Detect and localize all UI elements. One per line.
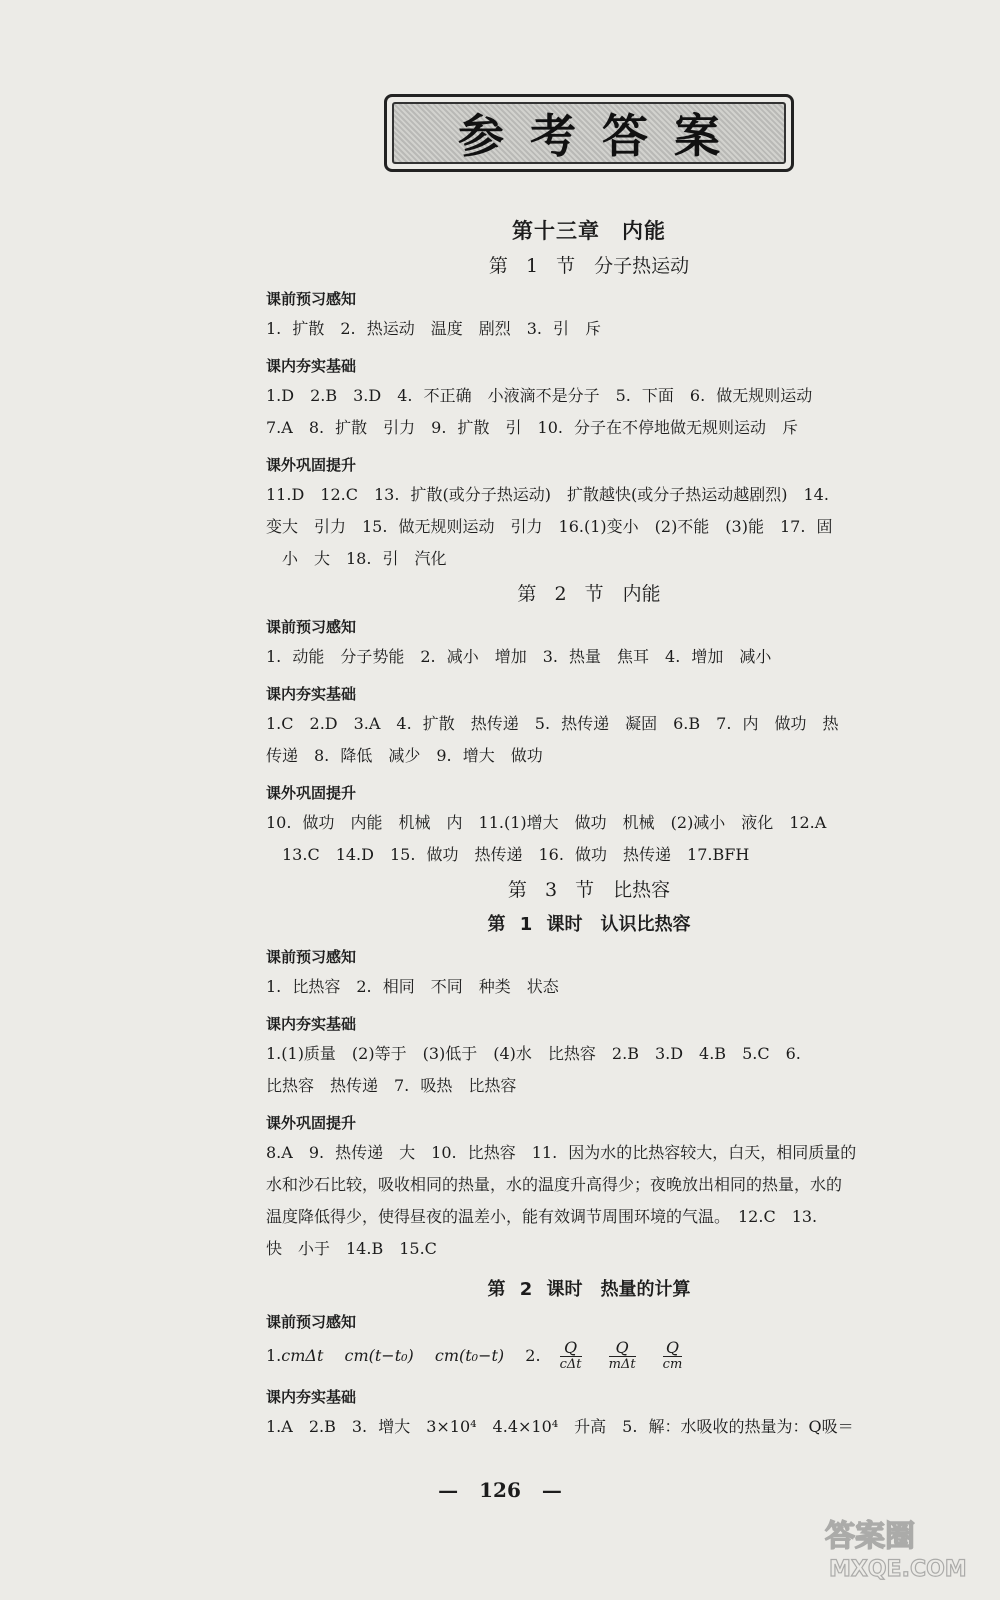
section-2-answer-line: 传递 8. 降低 减少 9. 增大 做功 (266, 746, 543, 765)
watermark-logo (815, 1510, 980, 1582)
lesson-1-sub-0: 课前预习感知 (266, 948, 357, 966)
chapter-title: 第十三章 内能 (512, 219, 666, 243)
watermark-text: 答案圈 (825, 1519, 915, 1554)
section-1-answer-line: 1.D 2.B 3.D 4. 不正确 小液滴不是分子 5. 下面 6. 做无规则运动 (266, 386, 813, 405)
section-2-sub-0: 课前预习感知 (266, 618, 357, 636)
answer-key-banner (384, 94, 794, 172)
lesson-1-answer-line: 比热容 热传递 7. 吸热 比热容 (266, 1076, 517, 1095)
section-1-answer-line: 小 大 18. 引 汽化 (266, 549, 447, 568)
lesson-1-title: 第 1 课时 认识比热容 (487, 914, 691, 935)
section-2-answer-line: 1. 动能 分子势能 2. 减小 增加 3. 热量 焦耳 4. 增加 减小 (266, 647, 772, 666)
formula-term-1: cmΔt (281, 1346, 324, 1365)
fraction-1: $\frac{Q}{\text{cΔt}}$ (559, 1338, 582, 1372)
section-1-answer-line: 7.A 8. 扩散 引力 9. 扩散 引 10. 分子在不停地做无规则运动 斥 (266, 418, 799, 437)
section-3-title: 第 3 节 比热容 (507, 879, 671, 901)
section-1-title: 第 1 节 分子热运动 (488, 255, 690, 277)
section-1-sub-1: 课内夯实基础 (266, 357, 357, 375)
fraction-3: $\frac{Q}{cm}$ (662, 1338, 683, 1372)
lesson-1-answer-line: 1. 比热容 2. 相同 不同 种类 状态 (266, 977, 559, 996)
section-2-answer-line: 13.C 14.D 15. 做功 热传递 16. 做功 热传递 17.BFH (266, 845, 750, 864)
lesson-2-sub-preview: 课前预习感知 (266, 1313, 357, 1331)
section-1-sub-2: 课外巩固提升 (266, 456, 357, 474)
page-number: — 126 — (438, 1478, 562, 1502)
lesson-1-answer-line: 1.(1)质量 (2)等于 (3)低于 (4)水 比热容 2.B 3.D 4.B 5.C 6. (266, 1044, 801, 1063)
watermark-url: MXQE.COM (829, 1557, 967, 1582)
formula-line: 1.cmΔt cm(t−t₀) cm(t₀−t) 2. $\frac{Q}{\text{cΔt}}$ $\frac{Q}{\text{mΔt}}$ $\frac{Q}{cm}$ (266, 1338, 683, 1372)
section-1-answer-line: 1. 扩散 2. 热运动 温度 剧烈 3. 引 斥 (266, 319, 602, 338)
sections-container (266, 251, 912, 871)
section-2-sub-1: 课内夯实基础 (266, 685, 357, 703)
lesson-2-sub-basic: 课内夯实基础 (266, 1388, 357, 1406)
lesson-2-last-line: 1.A 2.B 3. 增大 3×10⁴ 4.4×10⁴ 升高 5. 解：水吸收的热量为：Q吸＝ (266, 1417, 854, 1436)
section-2-answer-line: 10. 做功 内能 机械 内 11.(1)增大 做功 机械 (2)减小 液化 12.A (266, 813, 827, 832)
section-1-answer-line: 11.D 12.C 13. 扩散(或分子热运动) 扩散越快(或分子热运动越剧烈) 14. (266, 485, 829, 504)
section-1-sub-0: 课前预习感知 (266, 290, 357, 308)
answer-content (266, 215, 912, 1443)
lesson-1-answer-line: 温度降低得少，使得昼夜的温差小，能有效调节周围环境的气温。 12.C 13. (266, 1207, 818, 1226)
lesson-1-sub-1: 课内夯实基础 (266, 1015, 357, 1033)
section-2-title: 第 2 节 内能 (517, 583, 661, 605)
fraction-2: $\frac{Q}{\text{mΔt}}$ (608, 1338, 636, 1372)
lesson-1-sub-2: 课外巩固提升 (266, 1114, 357, 1132)
lesson-1-answer-line: 快 小于 14.B 15.C (266, 1239, 437, 1258)
section-1-answer-line: 变大 引力 15. 做无规则运动 引力 16.(1)变小 (2)不能 (3)能 17. 固 (266, 517, 833, 536)
section-2-answer-line: 1.C 2.D 3.A 4. 扩散 热传递 5. 热传递 凝固 6.B 7. 内 做功 热 (266, 714, 839, 733)
lesson-1-blocks (266, 946, 912, 1265)
lesson-2-title: 第 2 课时 热量的计算 (487, 1279, 691, 1300)
section-2-sub-2: 课外巩固提升 (266, 784, 357, 802)
lesson-1-answer-line: 水和沙石比较，吸收相同的热量，水的温度升高得少；夜晚放出相同的热量，水的 (266, 1175, 843, 1194)
formula-term-2: cm(t−t₀) (344, 1346, 414, 1365)
banner-title: 参考答案 (392, 102, 786, 164)
lesson-1-answer-line: 8.A 9. 热传递 大 10. 比热容 11. 因为水的比热容较大，白天，相同质量的 (266, 1143, 857, 1162)
formula-term-3: cm(t₀−t) (434, 1346, 505, 1365)
